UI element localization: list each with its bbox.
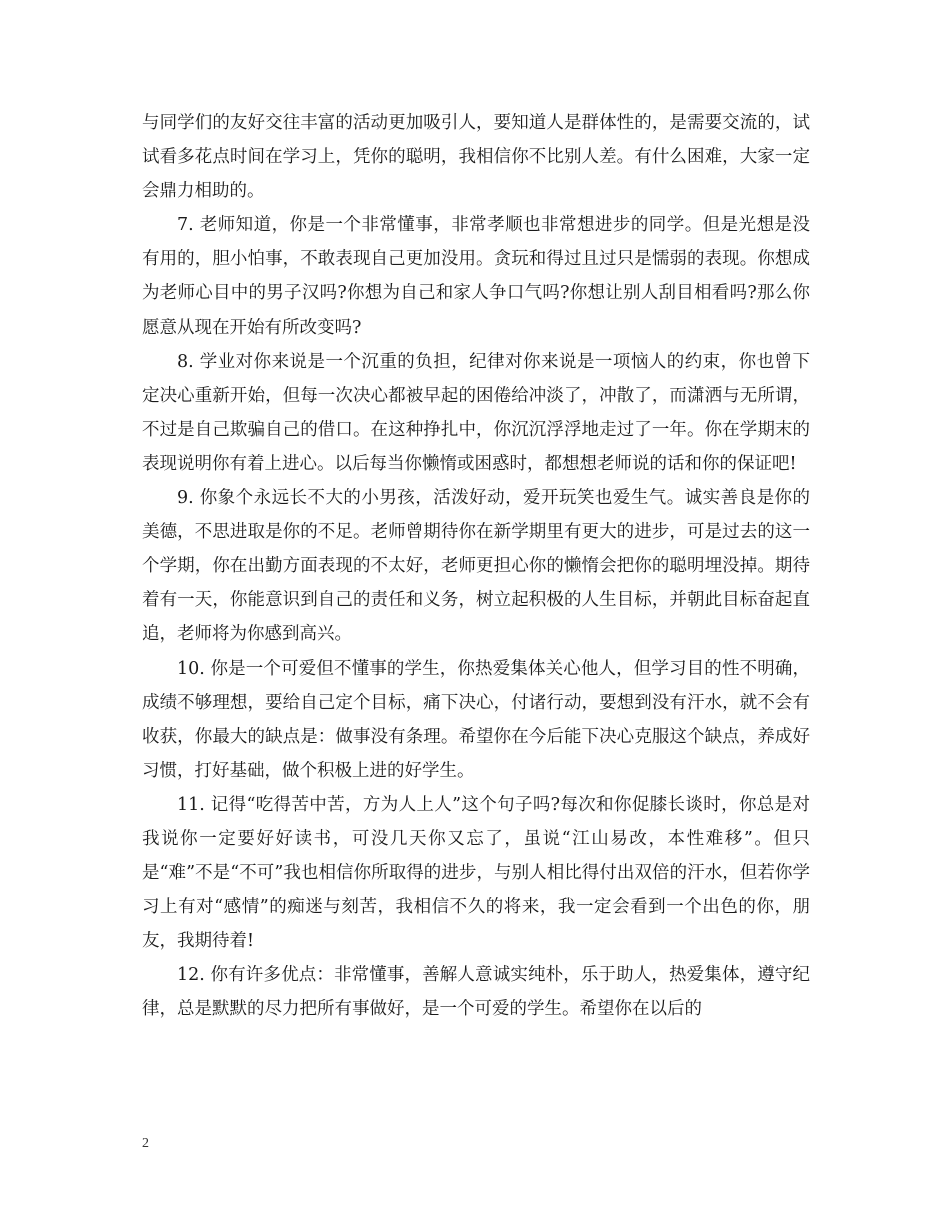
document-body — [142, 106, 810, 1027]
paragraph-item-9: 9. 你象个永远长不大的小男孩，活泼好动，爱开玩笑也爱生气。诚实善良是你的美德，不思进取是你的不足。老师曾期待你在新学期里有更大的进步，可是过去的这一个学期，你在出勤方面表现的不太好，老师更担心你的懒惰会把你的聪明埋没掉。期待着有一天，你能意识到自己的责任和义务，树立起积极的人生目标，并朝此目标奋起直追，老师将为你感到高兴。 — [142, 488, 810, 645]
paragraph-item-11: 11. 记得“吃得苦中苦，方为人上人”这个句子吗?每次和你促膝长谈时，你总是对我说你一定要好好读书，可没几天你又忘了，虽说“江山易改，本性难移”。但只是“难”不是“不可”我也相信你所取得的进步，与别人相比得付出双倍的汗水，但若你学习上有对“感情”的痴迷与刻苦，我相信不久的将来，我一定会看到一个出色的你，朋友，我期待着! — [142, 794, 810, 952]
paragraph-continuation: 与同学们的友好交往丰富的活动更加吸引人，要知道人是群体性的，是需要交流的，试试看多花点时间在学习上，凭你的聪明，我相信你不比别人差。有什么困难，大家一定会鼎力相助的。 — [142, 113, 810, 202]
paragraph-item-12: 12. 你有许多优点：非常懂事，善解人意诚实纯朴，乐于助人，热爱集体，遵守纪律，总是默默的尽力把所有事做好，是一个可爱的学生。希望你在以后的 — [142, 965, 810, 1020]
paragraph-item-7: 7. 老师知道，你是一个非常懂事，非常孝顺也非常想进步的同学。但是光想是没有用的，胆小怕事，不敢表现自己更加没用。贪玩和得过且过只是懦弱的表现。你想成为老师心目中的男子汉吗?你想为自己和家人争口气吗?你想让别人刮目相看吗?那么你愿意从现在开始有所改变吗? — [142, 215, 810, 338]
paragraph-item-10: 10. 你是一个可爱但不懂事的学生，你热爱集体关心他人，但学习目的性不明确，成绩不够理想，要给自己定个目标，痛下决心，付诸行动，要想到没有汗水，就不会有收获，你最大的缺点是：做事没有条理。希望你在今后能下决心克服这个缺点，养成好习惯，打好基础，做个积极上进的好学生。 — [142, 658, 810, 781]
paragraph-item-8: 8. 学业对你来说是一个沉重的负担，纪律对你来说是一项恼人的约束，你也曾下定决心重新开始，但每一次决心都被早起的困倦给冲淡了，冲散了，而潇洒与无所谓，不过是自己欺骗自己的借口。在这种挣扎中，你沉沉浮浮地走过了一年。你在学期末的表现说明你有着上进心。以后每当你懒惰或困惑时，都想想老师说的话和你的保证吧! — [142, 351, 810, 474]
page-number: 2 — [142, 1136, 149, 1151]
